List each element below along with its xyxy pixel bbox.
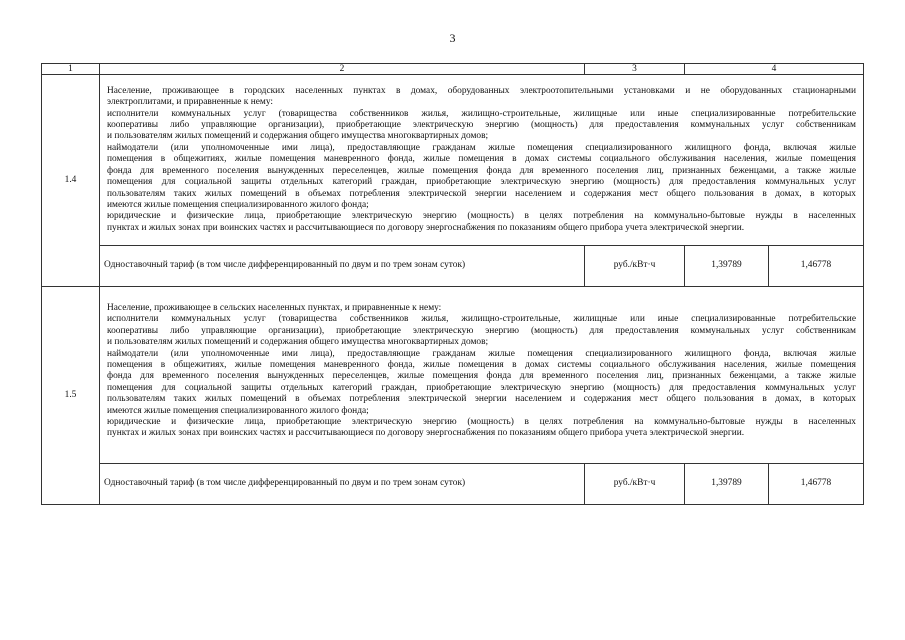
description-line: юридические и физические лица, приобретающие электрическую энергию (мощность) в целях потребления на коммунально-бытовые нужды в населенных: [107, 211, 856, 222]
tariff-value-2: 1,46778: [769, 464, 864, 505]
description-line: электроплитами, и приравненные к нему:: [107, 97, 273, 108]
row-number: 1.5: [42, 287, 100, 505]
header-col-3: 3: [585, 64, 685, 75]
description-line: фонда для временного поселения вынужденных переселенцев, жилые помещения фонда для временного поселения лиц, признанных беженцами, а также жилые: [107, 165, 856, 176]
row-1-4-tariff: [42, 246, 864, 287]
tariff-value-1: 1,39789: [685, 246, 769, 287]
description-line: юридические и физические лица, приобретающие электрическую энергию (мощность) в целях потребления на коммунально-бытовые нужды в населенных: [107, 417, 856, 428]
description-line: исполнители коммунальных услуг (товарищества собственников жилья, жилищно-строительные, жилищные или иные специализированные потребительские: [107, 108, 856, 119]
row-1-5-description: [42, 287, 864, 464]
description-line: пользователям таких жилых помещений в объемах потребления электрической энергии населением и содержания мест общего пользования в домах, в которых: [107, 188, 856, 199]
description-line: кооперативы либо управляющие организации), приобретающие электрическую энергию (мощность) для предоставления коммунальных услуг собственникам: [107, 325, 856, 336]
description-line: и пользователям жилых помещений и содержания общего имущества многоквартирных домов;: [107, 131, 489, 142]
description-line: помещения в общежитиях, жилые помещения маневренного фонда, жилые помещения в домах системы социального обслуживания населения, жилые помещения: [107, 360, 856, 371]
description-line: имеются жилые помещения специализированного жилого фонда;: [107, 199, 369, 210]
description-line: наймодатели (или уполномоченные ими лица), предоставляющие гражданам жилые помещения специализированного жилищного фонда, включая жилые: [107, 348, 856, 359]
tariff-unit: руб./кВт·ч: [585, 464, 685, 505]
description-line: и пользователям жилых помещений и содержания общего имущества многоквартирных домов;: [107, 337, 489, 348]
description-line: помещения для социальной защиты отдельных категорий граждан, приобретающие электрическую энергию (мощность) для предоставления коммунальных услуг: [107, 177, 856, 188]
description-line: кооперативы либо управляющие организации), приобретающие электрическую энергию (мощность) для предоставления коммунальных услуг собственникам: [107, 120, 856, 131]
description-line: фонда для временного поселения вынужденных переселенцев, жилые помещения фонда для временного поселения лиц, признанных беженцами, а также жилые: [107, 371, 856, 382]
description-cell: [100, 75, 864, 246]
description-line: Население, проживающее в сельских населенных пунктах, и приравненные к нему:: [107, 303, 442, 313]
tariff-table: [41, 63, 864, 505]
header-col-4: 4: [685, 64, 864, 75]
page-number: 3: [449, 31, 456, 45]
tariff-name: Одноставочный тариф (в том числе дифференцированный по двум и по трем зонам суток): [100, 464, 585, 505]
description-text: [104, 82, 859, 238]
description-text: [104, 287, 859, 444]
description-line: Население, проживающее в городских населенных пунктах в домах, оборудованных электроотопительными установками и не оборудованных стационарными: [107, 85, 856, 96]
description-line: помещения для социальной защиты отдельных категорий граждан, приобретающие электрическую энергию (мощность) для предоставления коммунальных услуг: [107, 382, 856, 393]
description-line: исполнители коммунальных услуг (товарищества собственников жилья, жилищно-строительные, жилищные или иные специализированные потребительские: [107, 314, 856, 325]
tariff-name: Одноставочный тариф (в том числе дифференцированный по двум и по трем зонам суток): [100, 246, 585, 287]
description-line: пользователям таких жилых помещений в объемах потребления электрической энергии населением и содержания мест общего пользования в домах, в которых: [107, 394, 856, 405]
description-line: пунктах и жилых зонах при воинских частях и рассчитывающиеся по договору энергоснабжения по показаниям общего прибора учета электрической энергии.: [107, 428, 745, 439]
row-number: 1.4: [42, 75, 100, 287]
tariff-value-2: 1,46778: [769, 246, 864, 287]
header-col-1: 1: [42, 64, 100, 75]
header-row: [42, 64, 864, 75]
row-1-5-tariff: [42, 464, 864, 505]
header-col-2: 2: [100, 64, 585, 75]
description-line: помещения в общежитиях, жилые помещения маневренного фонда, жилые помещения в домах системы социального обслуживания населения, жилые помещения: [107, 154, 856, 165]
description-line: наймодатели (или уполномоченные ими лица), предоставляющие гражданам жилые помещения специализированного жилищного фонда, включая жилые: [107, 142, 856, 153]
tariff-value-1: 1,39789: [685, 464, 769, 505]
row-1-4-description: [42, 75, 864, 246]
description-cell: [100, 287, 864, 464]
description-line: пунктах и жилых зонах при воинских частях и рассчитывающиеся по договору энергоснабжения по показаниям общего прибора учета электрической энергии.: [107, 222, 745, 233]
description-line: имеются жилые помещения специализированного жилого фонда;: [107, 405, 369, 416]
tariff-unit: руб./кВт·ч: [585, 246, 685, 287]
